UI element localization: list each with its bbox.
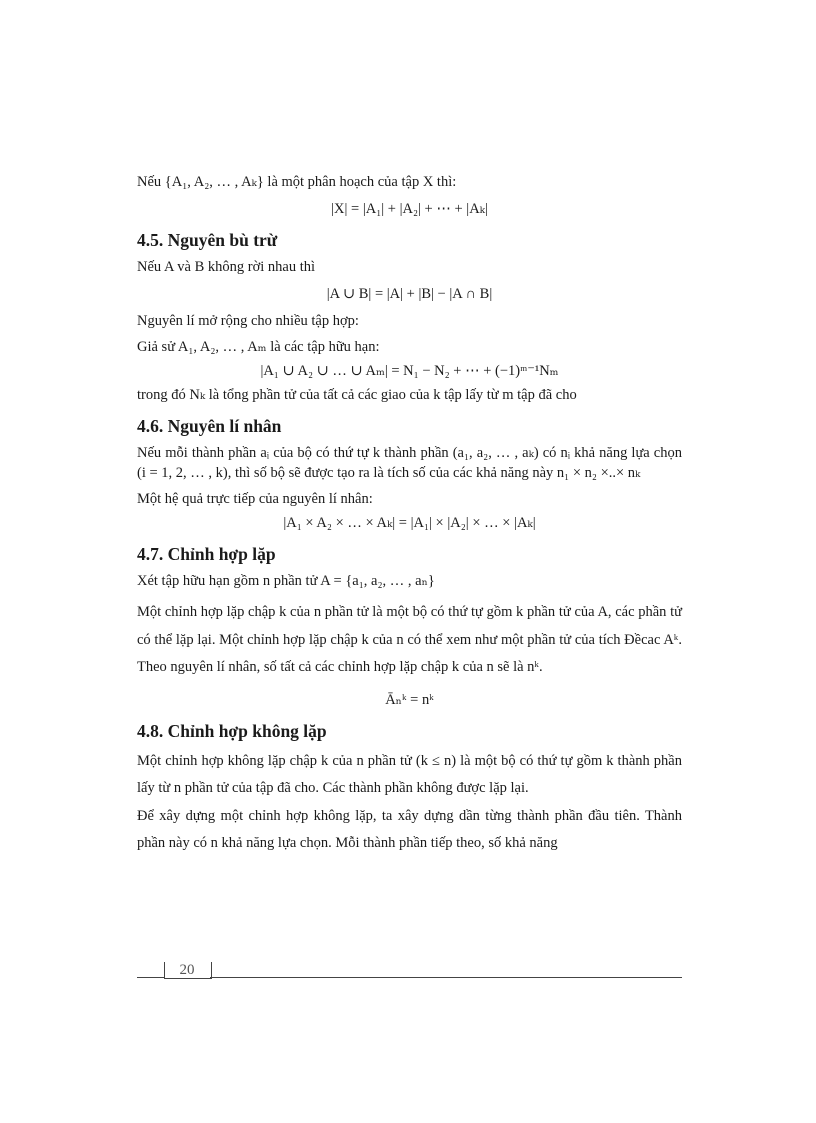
paragraph: Nếu A và B không rời nhau thì	[137, 259, 316, 275]
paragraph: trong đó Nₖ là tổng phần tử của tất cả các giao của k tập lấy từ m tập đã cho	[137, 387, 577, 403]
paragraph: Một chỉnh hợp lặp chập k của n phần tử là một bộ có thứ tự gồm k phần tử của A, các phần tử có thể lặp lại. Một chỉnh hợp lặp chập k của n có thể xem như một phần tử của tích Đềcac Aᵏ. Theo nguyên lí nhân, số tất cả các chỉnh hợp lặp chập k của n sẽ là nᵏ.	[137, 604, 682, 675]
paragraph: Nếu mỗi thành phần aᵢ của bộ có thứ tự k thành phần (a₁, a₂, … , aₖ) có nᵢ khả năng lựa chọn (i = 1, 2, … , k), thì số bộ sẽ được tạo ra là tích số của các khả năng này n₁ × n₂ ×..× nₖ	[137, 445, 682, 481]
heading-4-5: 4.5. Nguyên bù trừ	[137, 230, 278, 250]
intro-line: Nếu {A₁, A₂, … , Aₖ} là một phân hoạch của tập X thì:	[137, 174, 457, 190]
heading-4-8: 4.8. Chỉnh hợp không lặp	[137, 720, 327, 741]
paragraph: Xét tập hữu hạn gồm n phần tử A = {a₁, a₂, … , aₙ}	[137, 573, 435, 589]
heading-4-7: 4.7. Chỉnh hợp lặp	[137, 544, 276, 564]
heading-4-6: 4.6. Nguyên lí nhân	[137, 416, 282, 436]
equation-arrangement: Āₙᵏ = nᵏ	[385, 691, 434, 708]
paragraph: Giả sử A₁, A₂, … , Aₘ là các tập hữu hạn:	[137, 339, 380, 355]
paragraph: Một hệ quả trực tiếp của nguyên lí nhân:	[137, 491, 373, 507]
paragraph: Nguyên lí mở rộng cho nhiều tập hợp:	[137, 313, 359, 329]
page-footer	[137, 962, 682, 984]
paragraph: Để xây dựng một chỉnh hợp không lặp, ta xây dựng dần từng thành phần đầu tiên. Thành phần này có n khả năng lựa chọn. Mỗi thành phần tiếp theo, số khả năng	[137, 807, 682, 851]
page-number: 20	[179, 962, 195, 978]
equation-partition: |X| = |A₁| + |A₂| + ⋯ + |Aₖ|	[331, 201, 488, 217]
equation-product: |A₁ × A₂ × … × Aₖ| = |A₁| × |A₂| × … × |Aₖ|	[283, 515, 536, 531]
footer-rule-right	[210, 977, 682, 978]
footer-rule-left	[137, 977, 164, 978]
equation-inclusion-exclusion: |A₁ ∪ A₂ ∪ … ∪ Aₘ| = N₁ − N₂ + ⋯ + (−1)ᵐ⁻¹Nₘ	[260, 363, 559, 379]
paragraph: Một chỉnh hợp không lặp chập k của n phần tử (k ≤ n) là một bộ có thứ tự gồm k thành phần lấy từ n phần tử của tập đã cho. Các thành phần không được lặp lại.	[137, 752, 682, 796]
equation-union: |A ∪ B| = |A| + |B| − |A ∩ B|	[326, 286, 493, 302]
page-content	[137, 172, 682, 858]
